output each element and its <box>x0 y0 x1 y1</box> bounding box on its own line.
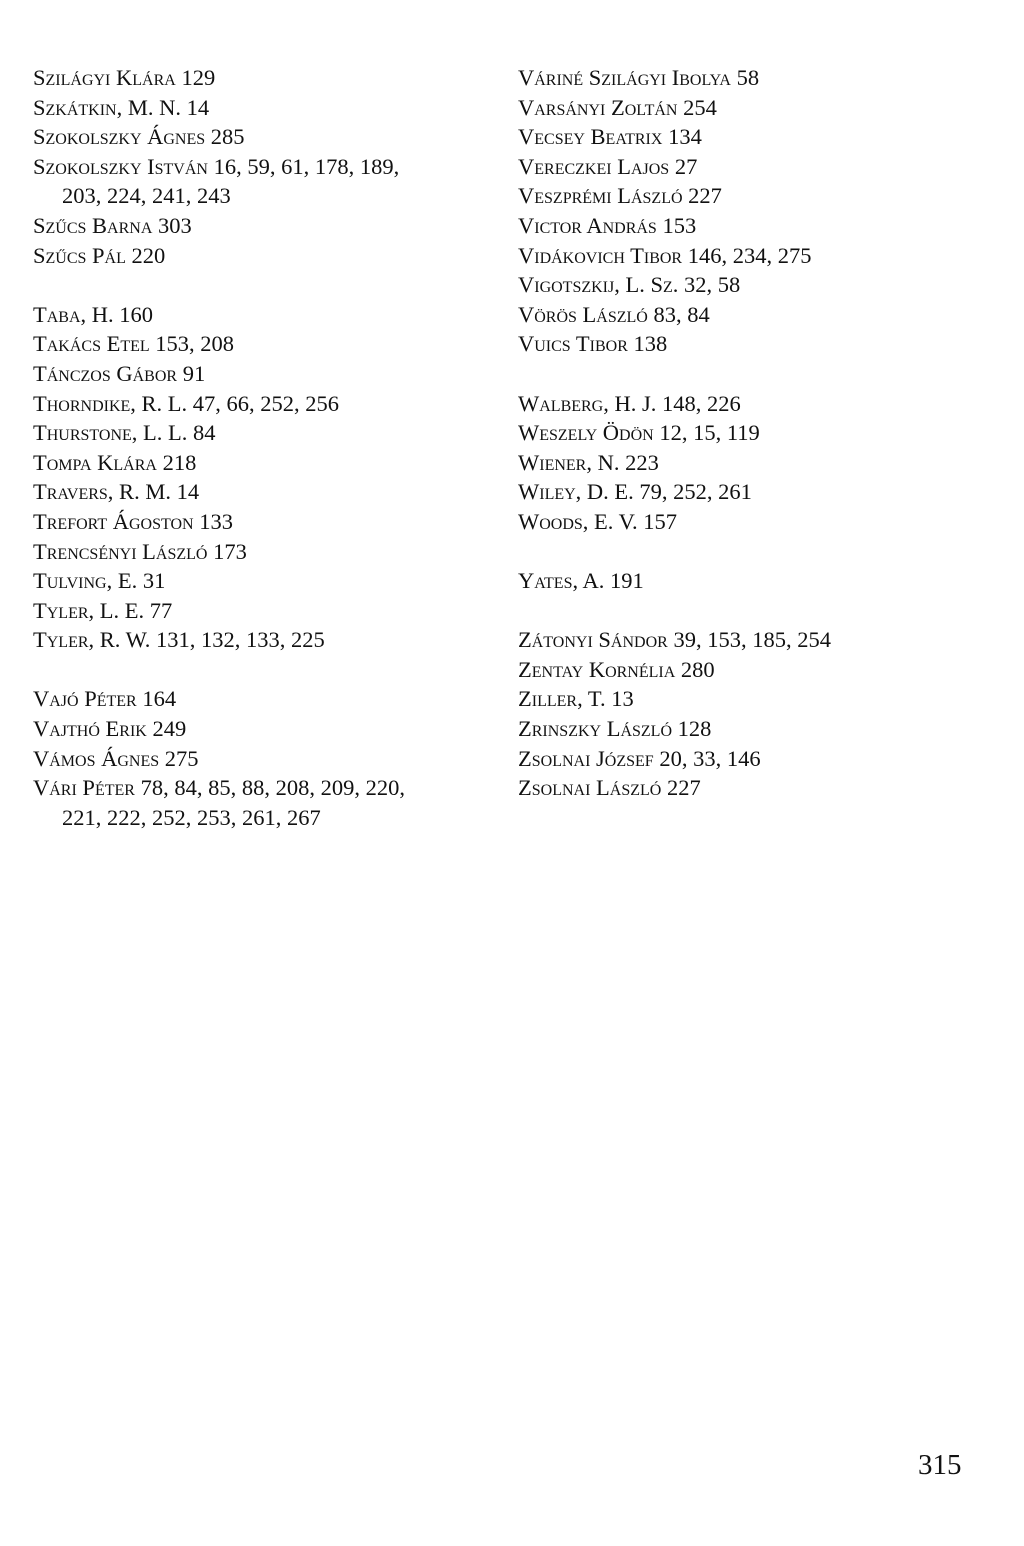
index-entry-name: Yates, A. <box>518 568 605 594</box>
index-entry-pages: 77 <box>149 597 173 623</box>
index-entry-name: Váriné Szilágyi Ibolya <box>518 65 731 90</box>
index-entry-pages: 78, 84, 85, 88, 208, 209, 220, <box>140 775 405 801</box>
index-entry-pages: 191 <box>609 568 644 594</box>
index-entry-pages: 133 <box>199 508 233 534</box>
index-entry-name: Thorndike, R. L. <box>33 390 188 416</box>
index-entry <box>518 300 988 330</box>
index-entry-name: Trencsényi László <box>33 538 208 564</box>
index-entry-pages: 14 <box>176 479 200 505</box>
index-entry <box>518 122 988 152</box>
letter-group-gap <box>518 596 988 626</box>
index-entry-pages: 227 <box>666 775 701 801</box>
index-entry-pages: 303 <box>158 212 192 238</box>
index-entry <box>518 241 988 271</box>
index-entry-name: Tyler, R. W. <box>33 627 151 653</box>
index-entry-pages: 249 <box>152 716 187 742</box>
index-entry-name: Zsolnai József <box>518 745 654 771</box>
index-entry <box>33 596 488 626</box>
index-entry-pages: 146, 234, 275 <box>687 242 812 268</box>
index-entry-name: Szűcs Pál <box>33 242 126 268</box>
index-entry-pages: 83, 84 <box>653 301 710 327</box>
index-entry-pages: 285 <box>210 124 245 150</box>
index-entry-name: Trefort Ágoston <box>33 508 194 534</box>
index-column-right <box>518 63 988 803</box>
index-entry-name: Zsolnai László <box>518 775 662 801</box>
index-entry-name: Zentay Kornélia <box>518 656 676 682</box>
page-number: 315 <box>918 1449 962 1481</box>
index-entry-pages: 129 <box>181 65 216 90</box>
index-entry-pages: 58 <box>736 65 760 90</box>
index-entry-name: Vidákovich Tibor <box>518 242 683 268</box>
index-entry-name: Veszprémi László <box>518 183 683 209</box>
index-entry <box>518 773 988 803</box>
index-entry <box>518 744 988 774</box>
index-entry <box>33 537 488 567</box>
index-entry-pages: 218 <box>162 449 197 475</box>
index-entry <box>33 744 488 774</box>
index-entry <box>33 93 488 123</box>
index-entry-pages: 254 <box>683 94 717 120</box>
index-entry-pages: 148, 226 <box>662 390 741 416</box>
index-entry <box>518 211 988 241</box>
index-entry-pages-continued: 203, 224, 241, 243 <box>62 183 231 209</box>
index-entry-pages: 128 <box>677 716 712 742</box>
index-entry <box>33 389 488 419</box>
index-entry <box>33 241 488 271</box>
index-entry <box>518 93 988 123</box>
index-entry <box>518 448 988 478</box>
index-column-left <box>33 63 488 832</box>
index-entry-pages: 84 <box>193 420 216 446</box>
index-entry <box>518 714 988 744</box>
index-entry-pages: 39, 153, 185, 254 <box>673 627 831 653</box>
index-entry-name: Weszely Ödön <box>518 420 654 446</box>
index-entry-name: Vajthó Erik <box>33 716 147 742</box>
index-entry <box>518 655 988 685</box>
index-entry <box>33 122 488 152</box>
index-entry-pages: 20, 33, 146 <box>659 745 761 771</box>
index-entry <box>33 152 488 211</box>
index-entry-pages: 153, 208 <box>155 331 235 357</box>
index-entry-name: Wiley, D. E. <box>518 479 634 505</box>
index-entry <box>518 507 988 537</box>
index-entry-pages: 157 <box>643 508 677 534</box>
index-entry-name: Thurstone, L. L. <box>33 420 188 446</box>
index-entry <box>518 181 988 211</box>
index-entry-name: Szilágyi Klára <box>33 65 176 90</box>
index-entry <box>33 684 488 714</box>
index-entry-pages: 14 <box>186 94 210 120</box>
index-entry-name: Woods, E. V. <box>518 508 638 534</box>
index-entry <box>33 448 488 478</box>
index-entry-name: Vereczkei Lajos <box>518 153 670 179</box>
index-entry-name: Szokolszky István <box>33 153 208 179</box>
index-entry <box>33 566 488 596</box>
index-entry-name: Takács Etel <box>33 331 150 357</box>
index-entry-pages: 227 <box>688 183 722 209</box>
index-entry-name: Zrinszky László <box>518 716 673 742</box>
index-entry <box>518 625 988 655</box>
index-entry-name: Victor András <box>518 212 657 238</box>
index-entry-pages: 223 <box>625 449 659 475</box>
index-entry-pages: 138 <box>633 331 668 357</box>
letter-group-gap <box>33 655 488 685</box>
index-entry-name: Travers, R. M. <box>33 479 171 505</box>
index-entry-name: Vajó Péter <box>33 686 137 712</box>
index-entry-pages: 134 <box>668 124 702 150</box>
index-entry-pages: 164 <box>142 686 177 712</box>
index-entry <box>33 300 488 330</box>
index-entry-pages: 275 <box>164 745 199 771</box>
index-entry-pages: 91 <box>182 360 206 386</box>
index-entry-name: Szokolszky Ágnes <box>33 124 206 150</box>
index-entry-name: Szkátkin, M. N. <box>33 94 181 120</box>
index-entry-name: Tulving, E. <box>33 568 138 594</box>
index-entry-name: Vigotszkij, L. Sz. <box>518 272 679 298</box>
index-entry <box>33 507 488 537</box>
index-entry <box>518 270 988 300</box>
index-entry-name: Vári Péter <box>33 775 135 801</box>
index-entry-pages: 79, 252, 261 <box>639 479 752 505</box>
index-entry-pages: 12, 15, 119 <box>659 420 760 446</box>
index-entry-pages: 153 <box>662 212 697 238</box>
index-entry-pages: 47, 66, 252, 256 <box>192 390 340 416</box>
index-entry <box>33 714 488 744</box>
index-entry <box>518 329 988 359</box>
index-entry <box>33 211 488 241</box>
index-entry <box>518 389 988 419</box>
index-entry-name: Vuics Tibor <box>518 331 628 357</box>
index-entry-name: Zátonyi Sándor <box>518 627 668 653</box>
index-entry-name: Vecsey Beatrix <box>518 124 663 150</box>
letter-group-gap <box>33 270 488 300</box>
index-entry <box>33 773 488 832</box>
index-entry-pages: 31 <box>142 568 166 594</box>
index-entry <box>518 418 988 448</box>
index-entry-pages: 160 <box>119 301 154 327</box>
index-entry <box>33 418 488 448</box>
index-entry-name: Varsányi Zoltán <box>518 94 678 120</box>
index-entry-name: Taba, H. <box>33 301 114 327</box>
index-entry <box>33 63 488 93</box>
index-entry-name: Ziller, T. <box>518 686 606 712</box>
index-entry <box>518 63 988 93</box>
letter-group-gap <box>518 537 988 567</box>
index-entry-name: Tánczos Gábor <box>33 360 178 386</box>
index-entry <box>33 329 488 359</box>
index-entry <box>33 625 488 655</box>
index-entry-name: Szűcs Barna <box>33 212 153 238</box>
index-entry <box>518 566 988 596</box>
index-entry-name: Walberg, H. J. <box>518 390 657 416</box>
letter-group-gap <box>518 359 988 389</box>
index-entry-pages: 27 <box>674 153 698 179</box>
index-entry-name: Vámos Ágnes <box>33 745 160 771</box>
index-entry <box>518 684 988 714</box>
index-entry-name: Tompa Klára <box>33 449 157 475</box>
index-entry-pages-continued: 221, 222, 252, 253, 261, 267 <box>62 804 321 830</box>
index-entry-name: Wiener, N. <box>518 449 620 475</box>
index-entry-pages: 13 <box>611 686 634 712</box>
index-entry-pages: 220 <box>131 242 166 268</box>
index-entry-pages: 131, 132, 133, 225 <box>156 627 325 653</box>
index-entry-pages: 32, 58 <box>684 272 741 298</box>
index-entry-name: Vörös László <box>518 301 648 327</box>
index-entry <box>518 477 988 507</box>
index-entry-name: Tyler, L. E. <box>33 597 145 623</box>
index-entry <box>518 152 988 182</box>
index-entry-pages: 16, 59, 61, 178, 189, <box>213 153 400 179</box>
index-entry-pages: 173 <box>213 538 247 564</box>
index-entry <box>33 359 488 389</box>
index-entry <box>33 477 488 507</box>
index-entry-pages: 280 <box>680 656 715 682</box>
